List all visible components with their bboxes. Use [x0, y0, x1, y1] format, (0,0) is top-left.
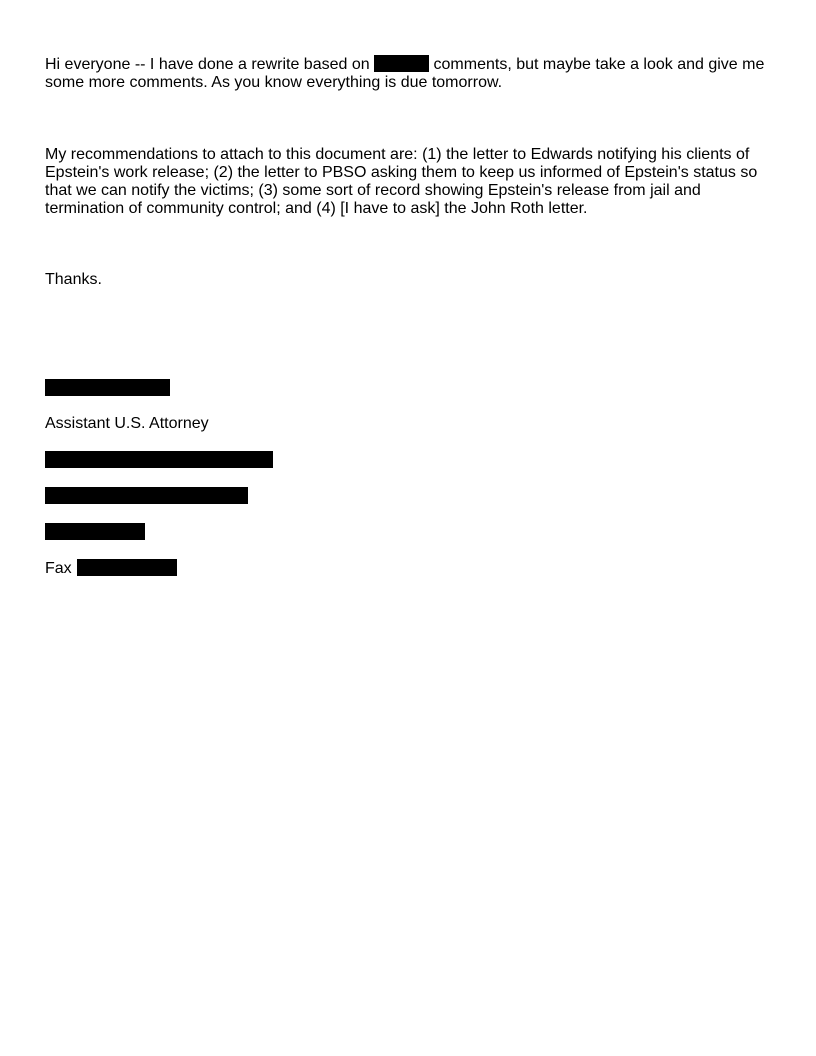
redacted-fax-number	[77, 559, 177, 576]
redacted-name	[374, 55, 429, 72]
fax-label: Fax	[45, 560, 72, 577]
recommendations-paragraph: My recommendations to attach to this document are: (1) the letter to Edwards notifying his clients of Epstein's work release; (2) the letter to PBSO asking them to keep us informed of Epstein's status so that we can notify the victims; (3) some sort of record showing Epstein's release from jail and termination of community control; and (4) [I have to ask] the John Roth letter.	[45, 146, 758, 217]
redacted-signature-line-1	[45, 451, 273, 468]
redacted-signature-phone	[45, 523, 145, 540]
intro-text-end: comments, but maybe take a look and give me some more comments. As you know everything is due tomorrow.	[45, 56, 765, 91]
redacted-signature-line-2	[45, 487, 248, 504]
fax-line	[45, 559, 177, 578]
signature-title: Assistant U.S. Attorney	[45, 415, 209, 432]
redacted-signature-name	[45, 379, 170, 396]
intro-text-start: Hi everyone -- I have done a rewrite based on	[45, 56, 370, 73]
closing-text: Thanks.	[45, 271, 102, 288]
intro-paragraph	[45, 55, 775, 92]
